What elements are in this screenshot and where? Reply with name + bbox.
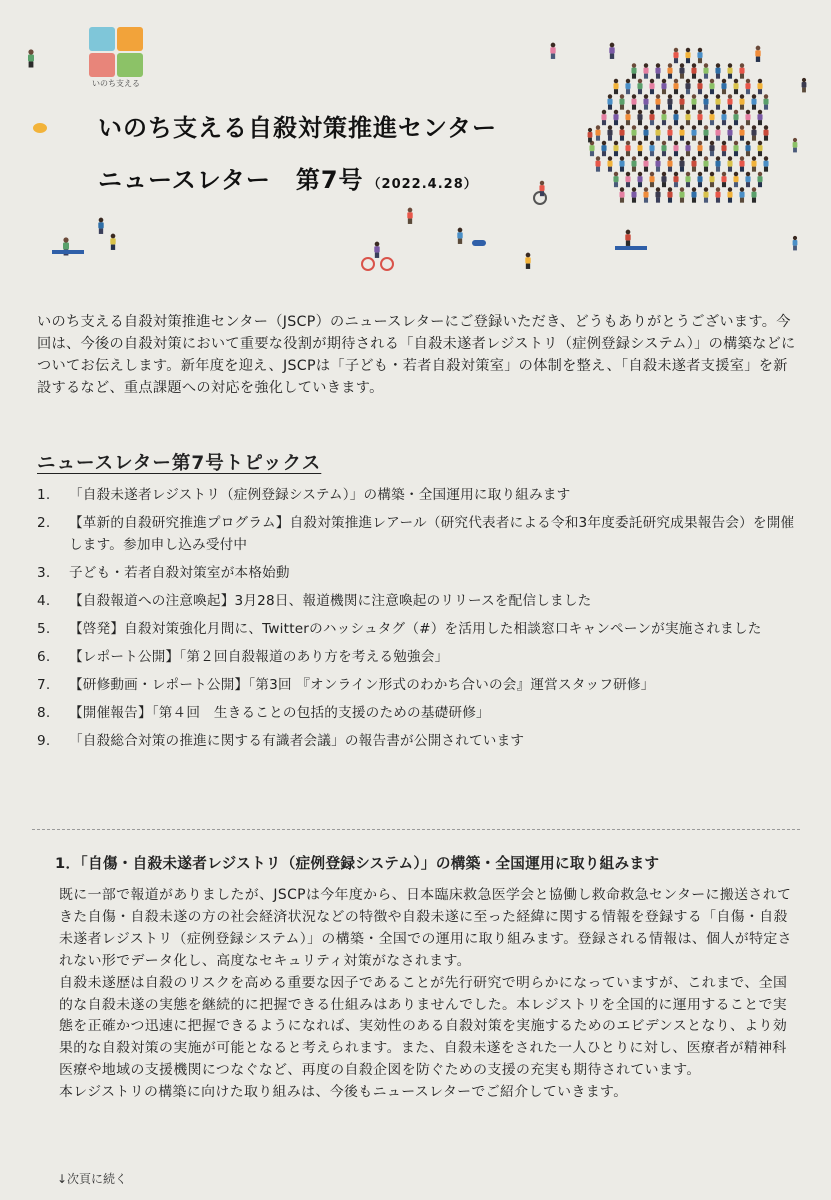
topic-number: 8. (37, 705, 51, 721)
person-figure (661, 79, 666, 94)
newsletter-issue (98, 160, 478, 195)
person-figure (643, 156, 648, 171)
topic-text: 子ども・若者自殺対策室が本格始動 (69, 565, 290, 581)
person-figure (625, 110, 630, 125)
person-figure (673, 79, 678, 94)
person-figure (721, 172, 726, 187)
person-figure (619, 156, 624, 171)
topic-item[interactable] (37, 646, 797, 668)
person-figure (613, 141, 618, 156)
person-figure (679, 156, 684, 171)
person-figure (757, 79, 762, 94)
section-paragraph: 既に一部で報道がありましたが、JSCPは今年度から、日本臨床救急医学会と協働し救命救急センターに搬送されてきた自傷・自殺未遂の方の社会経済状況などの特徴や自殺未遂に至った経緯に関する情報を登録する「自傷・自殺未遂者レジストリ（症例登録システム）」の構築・全国での運用に取り組みます。登録される情報は、個人が特定されない形でデータ化し、高度なセキュリティ対策がなされます。 (59, 887, 792, 969)
person-figure (667, 125, 672, 140)
person-figure (733, 79, 738, 94)
topic-number: 3. (37, 565, 51, 581)
person-figure (727, 156, 732, 171)
topic-number: 1. (37, 487, 51, 503)
person-figure (757, 141, 762, 156)
person-figure (673, 141, 678, 156)
person-figure (613, 172, 618, 187)
person-figure (649, 141, 654, 156)
topics-list (37, 484, 797, 758)
page-title: いのち支える自殺対策推進センター (98, 114, 498, 142)
person-figure (667, 94, 672, 109)
person-figure (751, 94, 756, 109)
person-figure (28, 49, 34, 67)
person-figure (709, 110, 714, 125)
person-figure (739, 125, 744, 140)
person-figure (595, 156, 600, 171)
topics-heading: ニュースレター第7号トピックス (37, 453, 322, 474)
topic-item[interactable] (37, 618, 797, 640)
person-figure (697, 48, 702, 63)
person-figure (649, 110, 654, 125)
person-figure (589, 141, 594, 156)
person-figure (703, 187, 708, 202)
person-figure (739, 156, 744, 171)
person-figure (721, 79, 726, 94)
topic-number: 2. (37, 515, 51, 531)
person-figure (757, 172, 762, 187)
topic-text: 【研修動画・レポート公開】「第3回 『オンライン形式のわかち合いの会』運営スタッフ研修」 (69, 677, 655, 693)
person-figure (691, 63, 696, 78)
person-figure (625, 79, 630, 94)
topic-text: 「自殺総合対策の推進に関する有識者会議」の報告書が公開されています (69, 733, 525, 749)
person-figure (631, 156, 636, 171)
person-figure (709, 141, 714, 156)
person-figure (745, 110, 750, 125)
person-figure (697, 141, 702, 156)
topic-text: 【啓発】自殺対策強化月間に、Twitterのハッシュタグ（#）を活用した相談窓口キャンペーンが実施されました (69, 621, 762, 637)
person-figure (745, 79, 750, 94)
topic-number: 4. (37, 593, 51, 609)
topic-number: 9. (37, 733, 51, 749)
person-figure (763, 125, 768, 140)
person-figure (715, 63, 720, 78)
person-figure (685, 141, 690, 156)
person-figure (667, 63, 672, 78)
person-figure (625, 172, 630, 187)
bench-icon (615, 246, 647, 250)
person-figure (751, 125, 756, 140)
person-figure (607, 156, 612, 171)
person-figure (739, 63, 744, 78)
person-figure (661, 141, 666, 156)
person-figure (679, 125, 684, 140)
person-figure (661, 172, 666, 187)
person-figure (613, 79, 618, 94)
person-figure (619, 187, 624, 202)
section-divider (32, 829, 800, 830)
person-figure (679, 187, 684, 202)
person-figure (763, 94, 768, 109)
person-figure (739, 187, 744, 202)
person-figure (607, 125, 612, 140)
person-figure (601, 110, 606, 125)
issue-title: ニュースレター 第7号 (98, 166, 364, 194)
person-figure (727, 125, 732, 140)
person-figure (691, 156, 696, 171)
person-figure (685, 172, 690, 187)
person-figure (655, 125, 660, 140)
person-figure (715, 156, 720, 171)
person-figure (631, 94, 636, 109)
person-figure (745, 172, 750, 187)
person-figure (685, 110, 690, 125)
person-figure (625, 230, 630, 246)
person-figure (757, 110, 762, 125)
person-figure (588, 128, 593, 142)
section-title: 1．「自傷・自殺未遂者レジストリ（症例登録システム）」の構築・全国運用に取り組みます (55, 855, 660, 872)
person-figure (727, 94, 732, 109)
person-figure (643, 125, 648, 140)
topic-number: 7. (37, 677, 51, 693)
person-figure (727, 187, 732, 202)
topic-text: 【自殺報道への注意喚起】3月28日、報道機関に注意喚起のリリースを配信しました (69, 593, 592, 609)
person-figure (625, 141, 630, 156)
topic-number: 6. (37, 649, 51, 665)
person-figure (655, 94, 660, 109)
person-figure (697, 79, 702, 94)
person-figure (763, 156, 768, 171)
topic-number: 5. (37, 621, 51, 637)
header (0, 0, 831, 290)
person-figure (673, 172, 678, 187)
bench-icon (52, 250, 84, 254)
person-figure (643, 187, 648, 202)
person-figure (525, 253, 530, 269)
topic-text: 【開催報告】「第４回 生きることの包括的支援のための基礎研修」 (69, 705, 490, 721)
person-figure (703, 125, 708, 140)
person-figure (643, 94, 648, 109)
bicycle-icon (362, 258, 393, 270)
person-figure (802, 78, 807, 92)
topic-item[interactable] (37, 590, 797, 612)
person-figure (601, 141, 606, 156)
person-figure (703, 63, 708, 78)
person-figure (655, 187, 660, 202)
topic-item[interactable] (37, 674, 797, 696)
person-figure (550, 43, 555, 59)
person-figure (407, 208, 412, 224)
person-figure (733, 110, 738, 125)
person-figure (607, 94, 612, 109)
person-figure (733, 172, 738, 187)
person-figure (631, 125, 636, 140)
person-figure (751, 187, 756, 202)
person-figure (661, 110, 666, 125)
person-figure (679, 63, 684, 78)
person-figure (715, 125, 720, 140)
person-figure (667, 156, 672, 171)
person-figure (755, 46, 760, 62)
person-figure (721, 110, 726, 125)
topic-item[interactable] (37, 484, 797, 506)
person-figure (673, 48, 678, 63)
person-figure (721, 141, 726, 156)
person-figure (631, 187, 636, 202)
topic-item[interactable] (37, 562, 797, 584)
person-figure (697, 172, 702, 187)
person-figure (110, 234, 115, 250)
person-figure (793, 236, 798, 250)
topic-item[interactable] (37, 730, 797, 752)
continued-note[interactable]: ↓次頁に続く (57, 1172, 128, 1186)
person-figure (655, 156, 660, 171)
person-figure (374, 242, 379, 258)
issue-date: （2022.4.28） (367, 177, 478, 192)
person-figure (655, 63, 660, 78)
person-figure (793, 138, 798, 152)
section-body (59, 885, 799, 1104)
person-figure (745, 141, 750, 156)
section-paragraph: 本レジストリの構築に向けた取り組みは、今後もニュースレターでご紹介していきます。 (59, 1084, 628, 1101)
person-figure (715, 94, 720, 109)
person-figure (619, 94, 624, 109)
topic-text: 【革新的自殺研究推進プログラム】自殺対策推進レアール（研究代表者による令和3年度委託研究成果報告会）を開催します。参加申し込み受付中 (69, 515, 795, 553)
person-figure (643, 63, 648, 78)
person-figure (457, 228, 462, 244)
topic-text: 「自殺未遂者レジストリ（症例登録システム）」の構築・全国運用に取り組みます (69, 487, 571, 503)
person-figure (691, 125, 696, 140)
person-figure (715, 187, 720, 202)
person-figure (703, 156, 708, 171)
dog-icon (472, 240, 486, 246)
topic-item[interactable] (37, 512, 797, 556)
person-figure (679, 94, 684, 109)
person-figure (619, 125, 624, 140)
topic-item[interactable] (37, 702, 797, 724)
person-figure (739, 94, 744, 109)
person-figure (637, 141, 642, 156)
sitting-person-icon (33, 123, 47, 133)
person-figure (709, 172, 714, 187)
person-figure (685, 48, 690, 63)
logo (89, 27, 143, 77)
person-figure (637, 172, 642, 187)
person-figure (691, 187, 696, 202)
person-figure (709, 79, 714, 94)
person-figure (649, 79, 654, 94)
intro-paragraph: いのち支える自殺対策推進センター（JSCP）のニュースレターにご登録いただき、どうもありがとうございます。今回は、今後の自殺対策において重要な役割が期待される「自殺未遂者レジストリ（症例登録システム）」の構築などについてお伝えします。新年度を迎え、JSCPは「子ども・若者自殺対策室」の体制を整え、「自殺未遂者支援室」を新設するなど、重点課題への対応を強化していきます。 (37, 314, 796, 396)
person-figure (703, 94, 708, 109)
person-figure (637, 79, 642, 94)
person-figure (673, 110, 678, 125)
person-figure (637, 110, 642, 125)
person-figure (649, 172, 654, 187)
person-figure (697, 110, 702, 125)
section-paragraph: 自殺未遂歴は自殺のリスクを高める重要な因子であることが先行研究で明らかになっていますが、これまで、全国的な自殺未遂の実態を継続的に把握できる仕組みはありませんでした。本レジストリを全国的に運用することで実態を正確かつ迅速に把握できるようになれば、実効性のある自殺対策を実施するためのエビデンスとなり、より効果的な自殺対策の実施が可能となると考えられます。また、自殺未遂をされた一人ひとりに対し、医療者が精神科医療や地域の支援機関につなぐなど、再度の自殺企図を防ぐための支援の充実も期待されています。 (59, 974, 788, 1079)
person-figure (751, 156, 756, 171)
person-figure (539, 181, 544, 196)
person-figure (691, 94, 696, 109)
person-figure (595, 125, 600, 140)
person-figure (631, 63, 636, 78)
topic-text: 【レポート公開】「第２回自殺報道のあり方を考える勉強会」 (69, 649, 449, 665)
person-figure (667, 187, 672, 202)
person-figure (609, 43, 614, 59)
person-figure (613, 110, 618, 125)
person-figure (685, 79, 690, 94)
person-figure (98, 218, 103, 234)
logo-caption: いのち支える (92, 79, 140, 88)
person-figure (727, 63, 732, 78)
person-figure (733, 141, 738, 156)
